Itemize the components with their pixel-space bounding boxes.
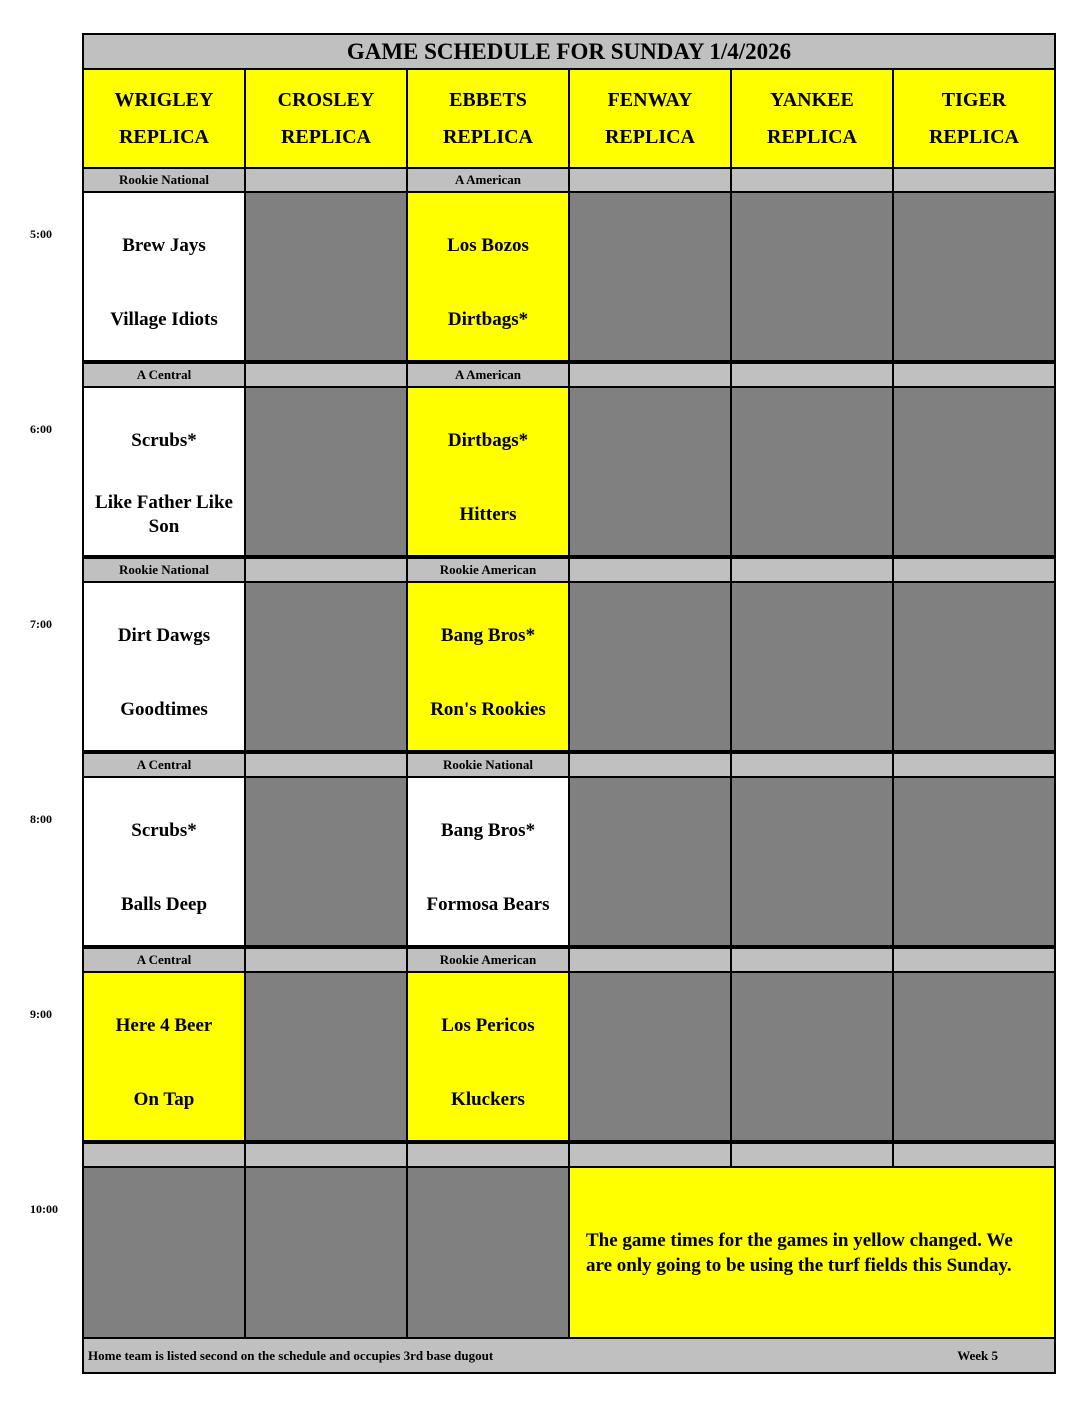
game-block — [406, 191, 570, 362]
field-header-fenway — [568, 68, 732, 169]
home-team — [574, 1072, 726, 1128]
away-team — [412, 1210, 564, 1232]
away-team: Dirtbags* — [447, 430, 529, 451]
division-label — [892, 362, 1056, 388]
home-team — [736, 1072, 888, 1128]
division-label: Rookie National — [406, 752, 570, 778]
game-block — [406, 776, 570, 947]
home-team — [250, 1072, 402, 1128]
field-type: REPLICA — [442, 125, 533, 148]
game-block — [244, 971, 408, 1142]
division-label — [568, 1142, 732, 1168]
home-team: On Tap — [133, 1089, 195, 1110]
time-label: 8:00 — [30, 812, 52, 826]
home-team — [736, 682, 888, 738]
division-label — [568, 752, 732, 778]
game-block — [244, 191, 408, 362]
division-label — [892, 752, 1056, 778]
field-header-wrigley — [82, 68, 246, 169]
division-label — [568, 167, 732, 193]
away-team — [250, 1015, 402, 1037]
away-team: Scrubs* — [131, 820, 197, 841]
home-team: Like Father Like Son — [95, 492, 233, 537]
away-team — [898, 820, 1050, 842]
division-label — [892, 557, 1056, 583]
away-team — [250, 1210, 402, 1232]
division-label: Rookie American — [406, 947, 570, 973]
away-team — [736, 1015, 888, 1037]
home-team: Kluckers — [451, 1089, 525, 1110]
division-label: A American — [406, 362, 570, 388]
game-block — [406, 386, 570, 557]
game-block — [406, 971, 570, 1142]
home-team — [88, 1267, 240, 1323]
division-label — [244, 362, 408, 388]
away-team — [898, 235, 1050, 257]
game-block — [244, 776, 408, 947]
game-block — [892, 386, 1056, 557]
division-label — [568, 557, 732, 583]
home-team — [250, 682, 402, 738]
schedule-title: GAME SCHEDULE FOR SUNDAY 1/4/2026 — [82, 33, 1056, 70]
home-team: Ron's Rookies — [430, 699, 546, 720]
away-team: Bang Bros* — [440, 820, 536, 841]
away-team — [898, 625, 1050, 647]
field-name: YANKEE — [770, 88, 854, 111]
time-label: 9:00 — [30, 1007, 52, 1021]
away-team: Los Bozos — [447, 235, 529, 256]
division-label — [568, 362, 732, 388]
away-team — [736, 430, 888, 452]
game-block — [568, 581, 732, 752]
field-header-tiger — [892, 68, 1056, 169]
home-team: Hitters — [459, 504, 517, 525]
home-team — [898, 487, 1050, 543]
away-team: Here 4 Beer — [115, 1015, 213, 1036]
home-team — [574, 682, 726, 738]
game-block — [730, 386, 894, 557]
home-team — [412, 1267, 564, 1323]
division-label — [244, 752, 408, 778]
away-team — [574, 430, 726, 452]
division-label: A American — [406, 167, 570, 193]
field-name: WRIGLEY — [114, 88, 214, 111]
division-label — [244, 557, 408, 583]
division-label — [730, 1142, 894, 1168]
away-team — [250, 625, 402, 647]
home-team: Formosa Bears — [426, 894, 550, 915]
home-team — [574, 292, 726, 348]
field-name: TIGER — [941, 88, 1007, 111]
away-team — [574, 235, 726, 257]
field-name: CROSLEY — [277, 88, 375, 111]
field-header-ebbets — [406, 68, 570, 169]
division-label — [244, 167, 408, 193]
game-block — [892, 581, 1056, 752]
field-name: FENWAY — [607, 88, 693, 111]
field-type: REPLICA — [280, 125, 371, 148]
home-team: Goodtimes — [120, 699, 208, 720]
game-block — [892, 971, 1056, 1142]
division-label — [892, 167, 1056, 193]
home-team: Village Idiots — [110, 309, 218, 330]
game-block — [82, 386, 246, 557]
game-block — [730, 581, 894, 752]
game-block — [82, 191, 246, 362]
division-label — [730, 167, 894, 193]
away-team: Brew Jays — [122, 235, 206, 256]
game-block — [568, 386, 732, 557]
home-team — [250, 1267, 402, 1323]
schedule-footer — [82, 1337, 1056, 1374]
home-team: Dirtbags* — [447, 309, 529, 330]
home-team — [250, 292, 402, 348]
away-team: Bang Bros* — [440, 625, 536, 646]
away-team: Los Pericos — [441, 1015, 535, 1036]
home-team — [250, 487, 402, 543]
division-label — [730, 362, 894, 388]
division-label — [568, 947, 732, 973]
game-block — [406, 581, 570, 752]
home-team: Balls Deep — [120, 894, 208, 915]
away-team: Scrubs* — [131, 430, 197, 451]
away-team — [574, 1015, 726, 1037]
game-block — [244, 386, 408, 557]
home-team — [898, 877, 1050, 933]
game-block — [892, 191, 1056, 362]
division-label: A Central — [82, 947, 246, 973]
week-label: Week 5 — [957, 1347, 998, 1363]
division-label — [892, 947, 1056, 973]
field-header-crosley — [244, 68, 408, 169]
home-team — [250, 877, 402, 933]
game-block — [244, 581, 408, 752]
away-team — [736, 235, 888, 257]
game-block — [244, 1166, 408, 1339]
division-label — [244, 1142, 408, 1168]
time-label: 10:00 — [30, 1202, 58, 1216]
home-team — [898, 292, 1050, 348]
home-team — [898, 682, 1050, 738]
division-label — [406, 1142, 570, 1168]
away-team — [898, 430, 1050, 452]
away-team — [574, 820, 726, 842]
away-team — [736, 820, 888, 842]
division-label: Rookie American — [406, 557, 570, 583]
game-block — [892, 776, 1056, 947]
away-team — [250, 820, 402, 842]
away-team — [250, 430, 402, 452]
home-team — [574, 877, 726, 933]
away-team — [736, 625, 888, 647]
away-team — [88, 1210, 240, 1232]
field-name: EBBETS — [449, 88, 527, 111]
home-team — [736, 292, 888, 348]
game-block — [82, 581, 246, 752]
home-team — [898, 1072, 1050, 1128]
home-team-note: Home team is listed second on the schedule and occupies 3rd base dugout — [88, 1347, 494, 1363]
field-type: REPLICA — [928, 125, 1019, 148]
time-label: 6:00 — [30, 422, 52, 436]
away-team — [898, 1015, 1050, 1037]
away-team — [250, 235, 402, 257]
home-team — [574, 487, 726, 543]
game-block — [730, 971, 894, 1142]
time-label: 5:00 — [30, 227, 52, 241]
game-block — [730, 191, 894, 362]
division-label: Rookie National — [82, 167, 246, 193]
field-type: REPLICA — [604, 125, 695, 148]
game-block — [568, 971, 732, 1142]
home-team — [736, 877, 888, 933]
division-label — [244, 947, 408, 973]
division-label — [730, 557, 894, 583]
game-block — [82, 776, 246, 947]
division-label — [82, 1142, 246, 1168]
division-label — [730, 752, 894, 778]
home-team — [736, 487, 888, 543]
away-team — [574, 625, 726, 647]
game-block — [82, 971, 246, 1142]
field-type: REPLICA — [118, 125, 209, 148]
game-block — [730, 776, 894, 947]
division-label — [892, 1142, 1056, 1168]
field-header-yankee — [730, 68, 894, 169]
division-label: Rookie National — [82, 557, 246, 583]
division-label: A Central — [82, 752, 246, 778]
game-block — [406, 1166, 570, 1339]
division-label: A Central — [82, 362, 246, 388]
division-label — [730, 947, 894, 973]
away-team: Dirt Dawgs — [117, 625, 211, 646]
game-block — [568, 191, 732, 362]
game-block — [82, 1166, 246, 1339]
game-block — [568, 776, 732, 947]
field-type: REPLICA — [766, 125, 857, 148]
schedule-change-note: The game times for the games in yellow changed. We are only going to be using the turf fields this Sunday. — [568, 1166, 1056, 1339]
time-label: 7:00 — [30, 617, 52, 631]
